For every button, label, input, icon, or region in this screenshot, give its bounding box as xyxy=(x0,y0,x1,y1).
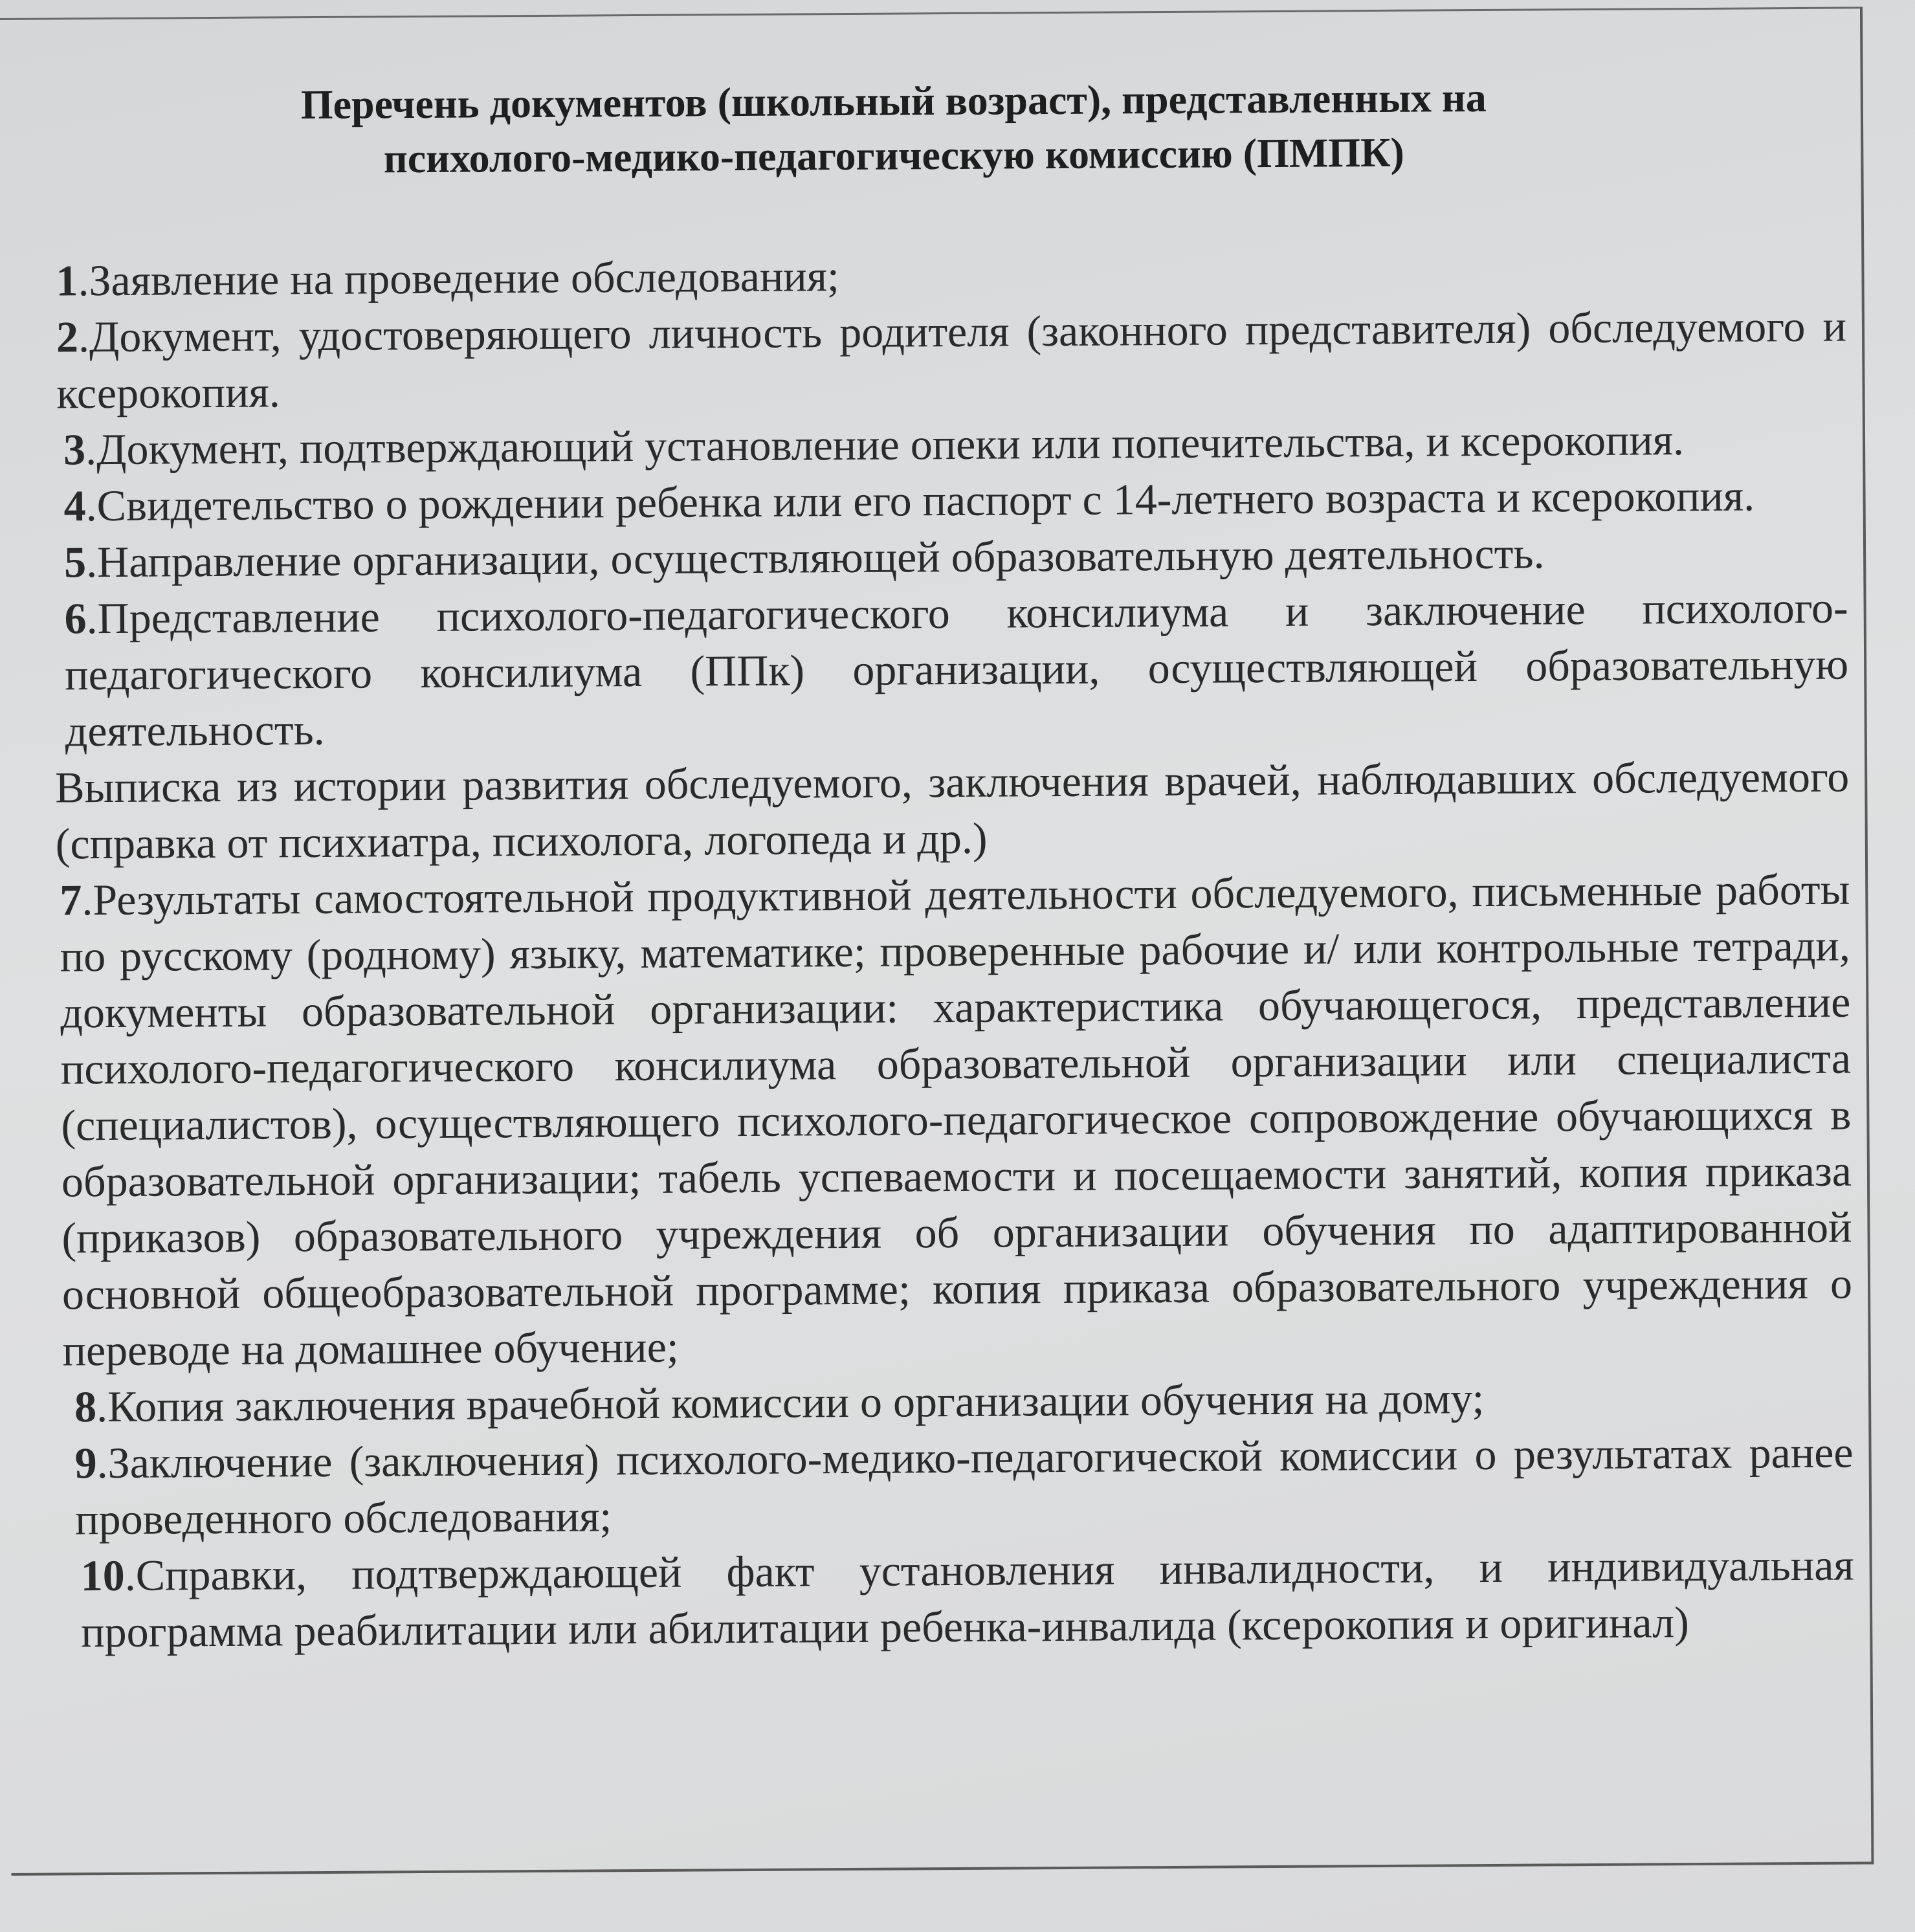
list-item-2 xyxy=(56,298,1847,422)
item-text: .Документ, удостоверяющего личность родителя (законного представителя) обследуемого и ксерокопия. xyxy=(56,301,1847,418)
item-text: .Копия заключения врачебной комиссии о организации обучения на дому; xyxy=(96,1373,1485,1432)
list-item-8 xyxy=(63,1368,1853,1436)
list-item-9 xyxy=(63,1425,1854,1548)
item-number: 7 xyxy=(60,875,82,925)
item-number: 3 xyxy=(63,425,86,474)
item-number: 10 xyxy=(80,1550,125,1601)
list-item-7 xyxy=(60,861,1853,1379)
list-item-1 xyxy=(56,242,1846,309)
item-text: .Документ, подтверждающий установление опеки или попечительства, и ксерокопия. xyxy=(85,415,1685,474)
item-number: 2 xyxy=(56,312,79,362)
list-item-extract xyxy=(55,749,1850,872)
item-text: .Представление психолого-педагогического консилиума и заключение психолого-педагогического консилиума (ППк) организации, осуществляющей образовательную деятельность. xyxy=(64,583,1849,756)
item-text: .Свидетельство о рождении ребенка или его паспорт с 14-летнего возраста и ксерокопия. xyxy=(85,471,1755,531)
list-item-10 xyxy=(63,1537,1854,1661)
list-item-6 xyxy=(58,580,1849,760)
item-number: 8 xyxy=(74,1382,97,1432)
list-item-3 xyxy=(57,411,1847,478)
list-item-5 xyxy=(58,524,1848,591)
item-number: 4 xyxy=(63,481,86,531)
title-line-1: Перечень документов (школьный возраст), представленных на xyxy=(300,74,1487,128)
item-number: 6 xyxy=(64,594,87,643)
item-text: .Результаты самостоятельной продуктивной деятельности обследуемого, письменные работы по русскому (родному) языку, математике; проверенные рабочие и/ или контрольные тетради, документы образовательной организации: характеристика обучающегося, представление психолого-педагогического консилиума образовательной организации или специалиста (специалистов), осуществляющего психолого-педагогическое сопровождение обучающихся в образовательной организации; табель успеваемости и посещаемости занятий, копия приказа (приказов) образовательного учреждения об организации обучения по адаптированной основной общеобразовательной программе; копия приказа образовательного учреждения о переводе на домашнее обучение; xyxy=(60,864,1853,1375)
item-text: Выписка из истории развития обследуемого, заключения врачей, наблюдавших обследуемого (справка от психиатра, психолога, логопеда и др.) xyxy=(55,751,1850,869)
documents-list xyxy=(56,242,1854,1661)
item-text: .Направление организации, осуществляющей образовательную деятельность. xyxy=(85,528,1545,587)
item-text: .Заключение (заключения) психолого-медико-педагогической комиссии о результатах ранее проведенного обследования; xyxy=(74,1427,1854,1544)
item-text: .Справки, подтверждающей факт установления инвалидности, и индивидуальная программа реабилитации или абилитации ребенка-инвалида (ксерокопия и оригинал) xyxy=(81,1540,1854,1657)
item-text: .Заявление на проведение обследования; xyxy=(78,251,840,305)
item-number: 9 xyxy=(74,1438,97,1488)
page-title xyxy=(78,69,1710,188)
title-line-2: психолого-медико-педагогическую комиссию (ПМПК) xyxy=(383,129,1405,182)
list-item-4 xyxy=(57,467,1847,535)
item-number: 5 xyxy=(63,537,87,587)
document-page xyxy=(0,6,1874,1876)
item-number: 1 xyxy=(56,256,78,305)
